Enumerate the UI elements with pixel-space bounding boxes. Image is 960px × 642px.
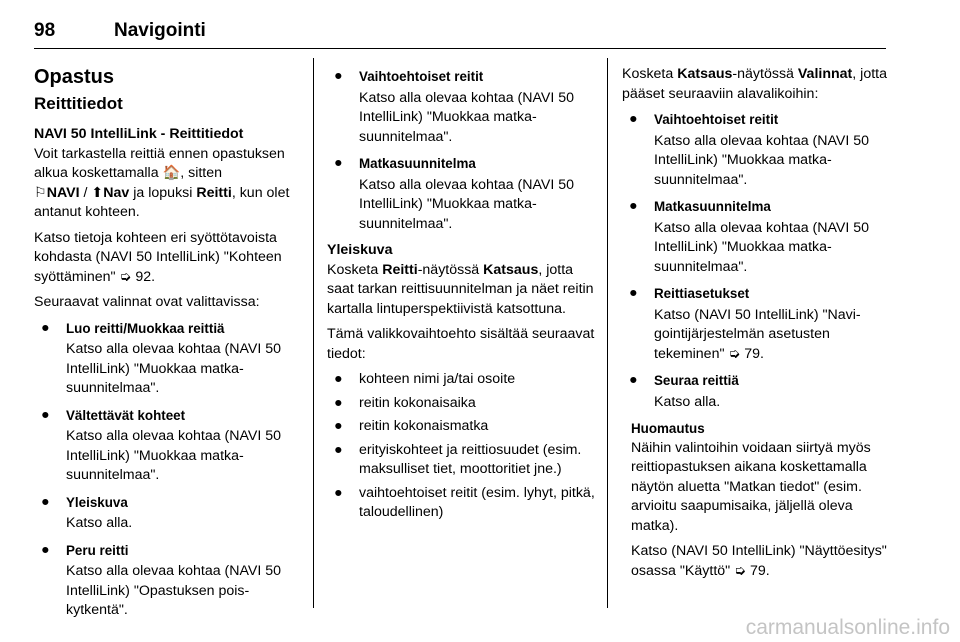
bullet-icon: ● [629,198,638,214]
list-item: ● kohteen nimi ja/tai osoite [327,370,595,390]
nav-label: Nav [103,184,130,201]
page-reference-icon: ➭ [728,345,741,362]
page-header [34,0,886,49]
running-title: Navigointi [114,20,206,41]
subsection-heading: Reittitiedot [34,94,123,113]
reference-paragraph: Katso tietoja kohteen eri syöttötavoista kohdasta (NAVI 50 IntelliLink) "Kohteen syöttäminen" ➭ 92. [34,229,282,285]
options-paragraph: Kosketa Katsaus-näytössä Valinnat, jotta pääset seuraaviin alavalikoihin: [622,66,887,102]
options-intro: Seuraavat valinnat ovat valittavissa: [34,294,260,310]
list-item: ● Reittiasetukset Katso (NAVI 50 IntelliLink) "Navigointijärjestelmän asetusten tekeminen" ➭ 79. [629,285,861,362]
page-reference-icon: ➭ [119,268,132,285]
intro-paragraph: Voit tarkastella reittiä ennen opastuksen alkua koskettamalla 🏠, sitten ⚐NAVI / ⬆Nav ja lopuksi Reitti, kun olet antanut kohteen. [34,145,290,220]
column-divider [313,58,314,608]
column-divider [607,58,608,608]
column-3 [622,57,888,587]
page-number: 98 [34,20,56,41]
bullet-icon: ● [629,285,638,301]
bullet-icon: ● [41,541,50,558]
reitti-label: Reitti [196,184,232,201]
bullet-icon: ● [334,418,343,434]
page-reference-icon: ➭ [734,562,747,579]
list-item: ● Matkasuunnitelma Katso alla olevaa kohtaa (NAVI 50 IntelliLink) "Muokkaa matkasuunnitelmaa". [629,198,870,275]
bullet-icon: ● [334,68,343,84]
bullet-icon: ● [334,394,343,411]
list-item: ● reitin kokonaismatka [327,417,595,437]
home-icon: 🏠 [162,165,181,181]
navi-label: NAVI [46,184,80,201]
list-item: ● Vaihtoehtoiset reitit Katso alla olevaa kohtaa (NAVI 50 IntelliLink) "Muokkaa matkasuunnitelmaa". [629,111,870,188]
list-item: ● Yleiskuva Katso alla. [41,493,133,531]
bullet-icon: ● [629,372,638,388]
bullet-icon: ● [41,406,50,423]
list-item: ● Vaihtoehtoiset reitit Katso alla olevaa kohtaa (NAVI 50 IntelliLink) "Muokkaa matkasuunnitelmaa". [334,68,575,145]
list-item: ● vaihtoehtoiset reitit (esim. lyhyt, pitkä, taloudellinen) [334,484,595,520]
nav-arrow-icon: ⬆ [91,184,104,201]
bullet-icon: ● [334,371,343,387]
bullet-icon: ● [334,155,343,171]
column-1 [34,57,300,628]
list-item: ● reitin kokonaisaika [327,394,595,414]
bullet-icon: ● [334,484,343,501]
list-item: ● Vältettävät kohteet Katso alla olevaa kohtaa (NAVI 50 IntelliLink) "Muokkaa matkasuunnitelmaa". [41,406,282,483]
list-item: ● Matkasuunnitelma Katso alla olevaa kohtaa (NAVI 50 IntelliLink) "Muokkaa matkasuunnitelmaa". [334,155,575,232]
note-title: Huomautus [631,421,705,436]
overview-heading: Yleiskuva [327,242,393,258]
list-item: ● Luo reitti/Muokkaa reittiä Katso alla olevaa kohtaa (NAVI 50 IntelliLink) "Muokkaa matkasuunnitelmaa". [41,319,282,396]
watermark: carmanualsonline.info [745,616,950,639]
options-list-continued [327,67,595,234]
column-2 [327,57,595,529]
topic-title: NAVI 50 IntelliLink - Reittitiedot [34,126,244,142]
note-reference: Katso (NAVI 50 IntelliLink) "Näyttöesitys" osassa "Käyttö" ➭ 79. [631,543,887,579]
section-heading: Opastus [34,66,115,88]
note-box [622,419,888,581]
flag-icon: ⚐ [34,184,47,201]
list-item: ● erityiskohteet ja reittiosuudet (esim. maksulliset tiet, moottoritiet jne.) [334,441,582,477]
list-item: ● Peru reitti Katso alla olevaa kohtaa (NAVI 50 IntelliLink) "Opastuksen poiskytkentä". [41,541,282,618]
options-list [34,319,300,621]
bullet-icon: ● [41,493,50,510]
contents-intro: Tämä valikkovaihtoehto sisältää seuraavat tiedot: [327,326,595,362]
bullet-icon: ● [334,441,343,458]
submenu-list [622,110,888,412]
note-text: Näihin valintoihin voidaan siirtyä myös reittiopastuksen aikana koskettamalla näytön aluetta "Matkan tiedot" (esim. arvioitu saapumisaika, jäljellä oleva matka). [631,439,871,534]
list-item: ● Seuraa reittiä Katso alla. [629,372,739,410]
bullet-icon: ● [629,111,638,127]
bullet-icon: ● [41,319,50,336]
overview-paragraph: Kosketa Reitti-näytössä Katsaus, jotta saat tarkan reittisuunnitelman ja näet reitin kartalla lintuperspektiivistä katsottuna. [327,261,594,317]
info-list [327,370,595,523]
